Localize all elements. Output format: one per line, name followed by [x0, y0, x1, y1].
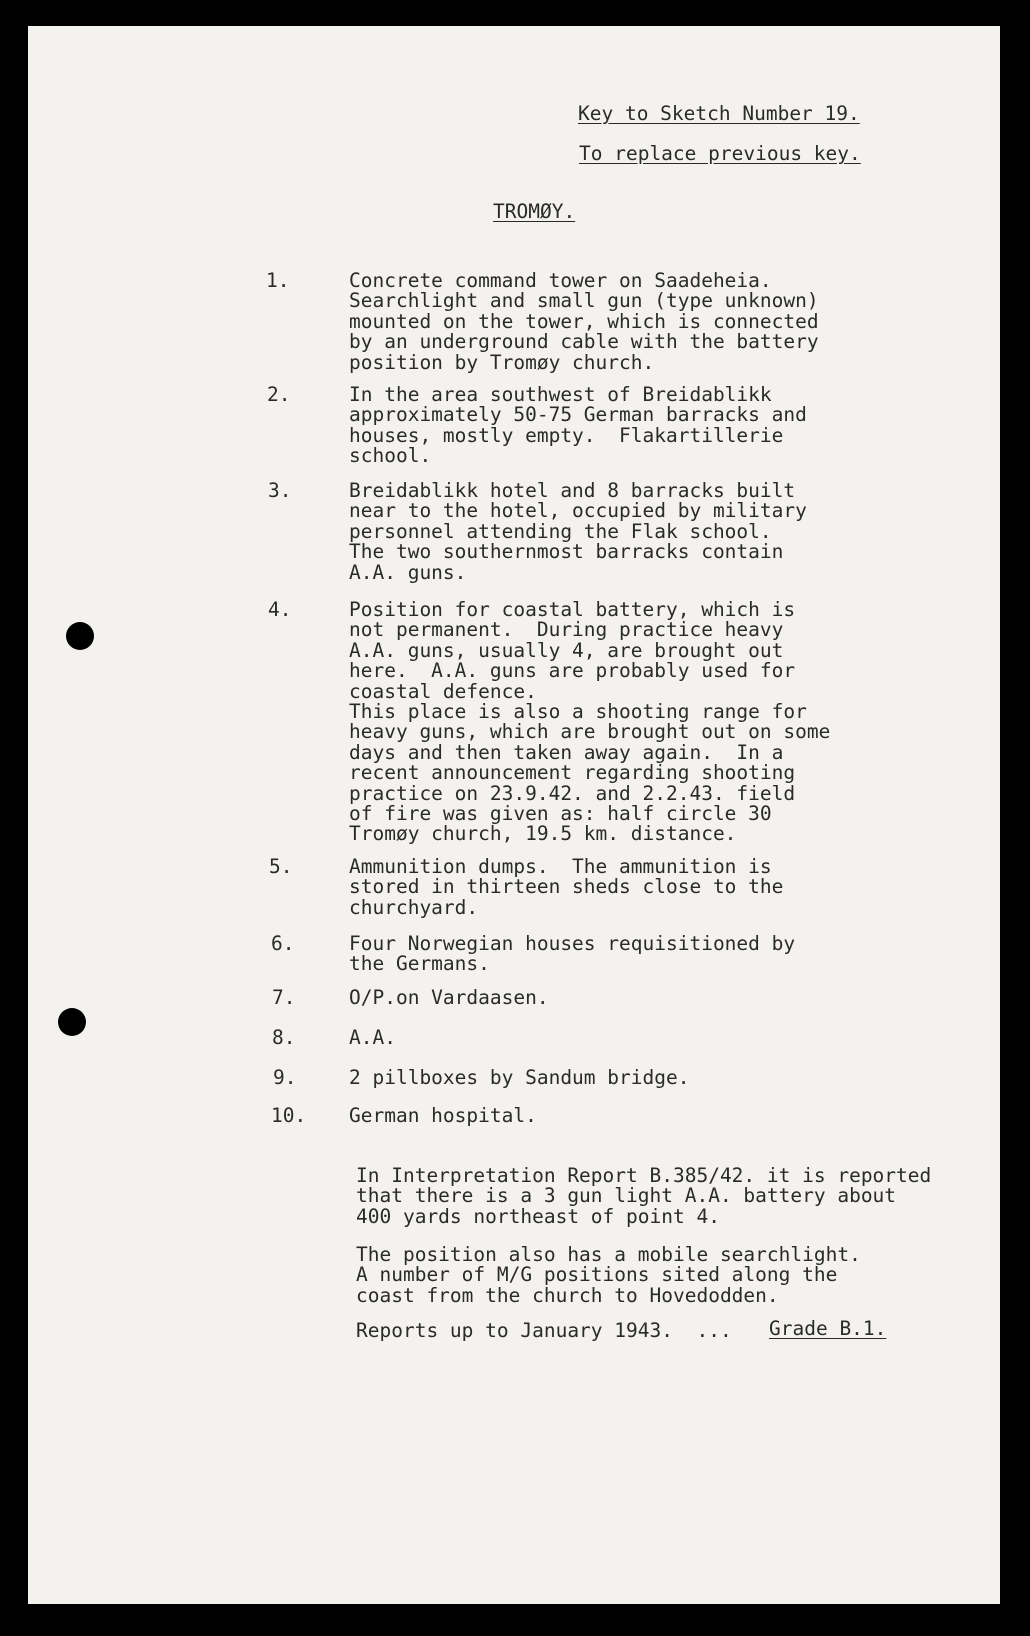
note-line: coast from the church to Hovedodden.: [356, 1283, 779, 1307]
item-text-line: A.A.: [349, 1026, 396, 1049]
item-number: 4.: [268, 598, 292, 621]
item-text-line: days and then taken away again. In a: [349, 740, 784, 764]
note-line: In Interpretation Report B.385/42. it is reported: [356, 1164, 932, 1187]
item-text-line: heavy guns, which are brought out on some: [349, 720, 831, 744]
item-text-line: O/P.on Vardaasen.: [349, 986, 549, 1009]
item-number: 7.: [272, 986, 296, 1009]
item-text-line: German hospital.: [349, 1104, 537, 1127]
document-page: [28, 26, 1000, 1604]
note-line: 400 yards northeast of point 4.: [356, 1204, 720, 1228]
item-number: 6.: [271, 932, 295, 955]
item-text-line: Four Norwegian houses requisitioned by: [349, 932, 796, 955]
item-text-line: recent announcement regarding shooting: [349, 761, 796, 785]
item-text-line: practice on 23.9.42. and 2.2.43. field: [349, 781, 796, 805]
note-line: that there is a 3 gun light A.A. battery about: [356, 1184, 897, 1208]
sketch-key-heading: Key to Sketch Number 19.: [578, 102, 860, 125]
item-text-line: the Germans.: [349, 952, 490, 976]
item-number: 8.: [272, 1026, 296, 1049]
item-text-line: school.: [349, 444, 432, 468]
note-line: The position also has a mobile searchlight.: [356, 1243, 861, 1266]
item-text-line: This place is also a shooting range for: [349, 700, 807, 723]
item-number: 5.: [269, 855, 293, 878]
item-number: 10.: [271, 1104, 307, 1127]
replace-key-heading: To replace previous key.: [579, 142, 861, 165]
document-title: TROMØY.: [493, 200, 576, 223]
item-text-line: Ammunition dumps. The ammunition is: [349, 855, 772, 878]
punch-hole-top: [66, 622, 94, 650]
item-text-line: near to the hotel, occupied by military: [349, 499, 807, 523]
item-text-line: here. A.A. guns are probably used for: [349, 659, 796, 683]
item-number: 9.: [273, 1066, 297, 1089]
item-text-line: houses, mostly empty. Flakartillerie: [349, 423, 784, 447]
item-text-line: A.A. guns.: [349, 560, 467, 584]
note-line: A number of M/G positions sited along the: [356, 1263, 838, 1287]
item-text-line: In the area southwest of Breidablikk: [349, 383, 772, 406]
item-number: 2.: [267, 383, 291, 406]
item-text-line: mounted on the tower, which is connected: [349, 309, 819, 333]
item-number: 1.: [266, 269, 290, 292]
reports-line: Reports up to January 1943. ...: [356, 1319, 732, 1342]
item-text-line: Tromøy church, 19.5 km. distance.: [349, 822, 737, 846]
punch-hole-bottom: [58, 1008, 86, 1036]
item-text-line: 2 pillboxes by Sandum bridge.: [349, 1066, 690, 1089]
item-text-line: stored in thirteen sheds close to the: [349, 875, 784, 899]
item-text-line: coastal defence.: [349, 679, 537, 703]
item-text-line: of fire was given as: half circle 30: [349, 802, 772, 825]
item-text-line: A.A. guns, usually 4, are brought out: [349, 638, 784, 662]
item-text-line: position by Tromøy church.: [349, 350, 655, 374]
item-text-line: not permanent. During practice heavy: [349, 618, 784, 642]
item-number: 3.: [268, 479, 292, 502]
item-text-line: Concrete command tower on Saadeheia.: [349, 269, 772, 292]
item-text-line: personnel attending the Flak school.: [349, 519, 772, 543]
item-text-line: by an underground cable with the battery: [349, 330, 819, 354]
item-text-line: Breidablikk hotel and 8 barracks built: [349, 479, 796, 502]
item-text-line: The two southernmost barracks contain: [349, 540, 784, 564]
item-text-line: Position for coastal battery, which is: [349, 598, 796, 621]
item-text-line: churchyard.: [349, 895, 479, 919]
grade-label: Grade B.1.: [769, 1317, 887, 1340]
item-text-line: Searchlight and small gun (type unknown): [349, 289, 819, 313]
item-text-line: approximately 50-75 German barracks and: [349, 403, 807, 427]
